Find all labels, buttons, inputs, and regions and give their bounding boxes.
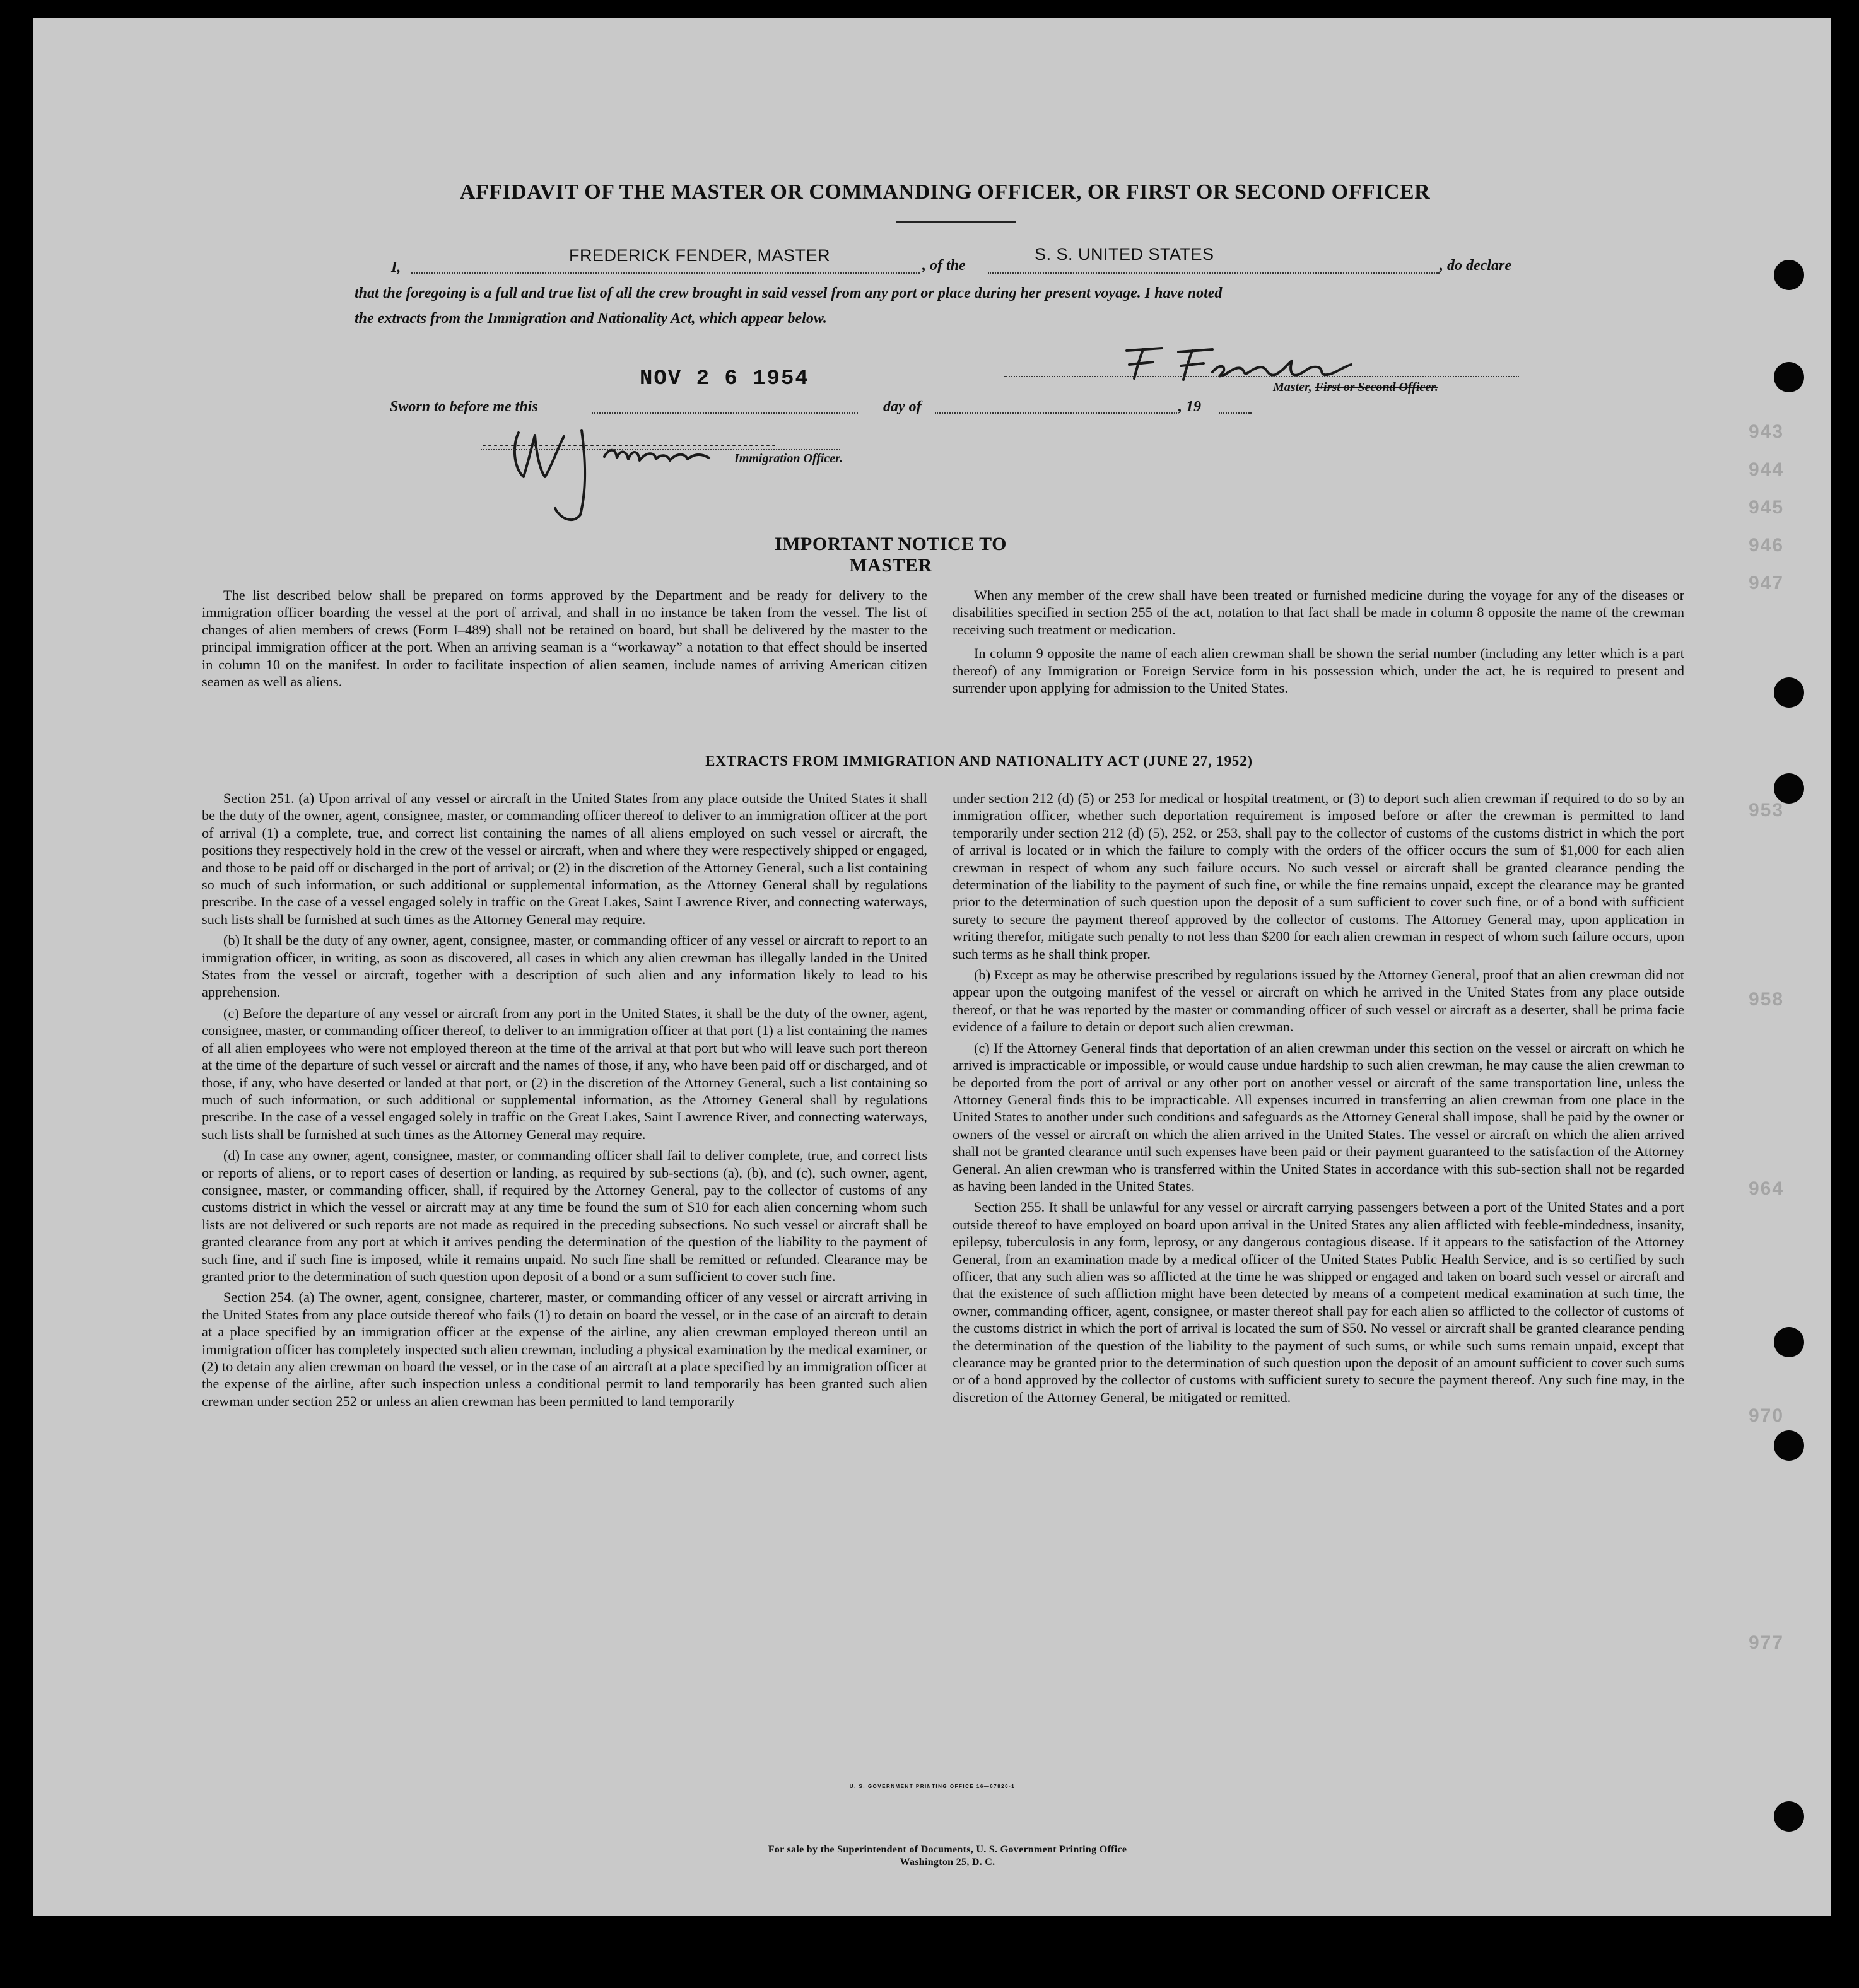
punch-hole [1774,362,1804,392]
punch-hole [1774,1327,1804,1357]
affidavit-title: AFFIDAVIT OF THE MASTER OR COMMANDING OFFICER, OR FIRST OR SECOND OFFICER [459,180,1431,204]
bleed-through-text: 947 [1749,573,1785,593]
of-the-label: , of the [922,257,966,274]
officer-signature [474,407,777,534]
extract-paragraph: Section 254. (a) The owner, agent, consignee, charterer, master, or commanding officer of any vessel or aircraft arriving in the United States from any place outside thereof who fails (1) to detain on board the vessel, or in the case of an aircraft to detain at a place specified by an immigration officer at the expense of the airline, any alien crewman employed thereon until an immigration officer has completely inspected such alien crewman, including a physical examination by the medical examiner, or (2) to detain any alien crewman on board the vessel, or in the case of an aircraft at a place specified by an immigration officer at the expense of the airline, after such inspection unless a conditional permit to land temporarily has been granted such alien crewman under section 252 or unless an alien crewman has been permitted to land temporarily [202,1289,927,1409]
bleed-through-text: 977 [1749,1632,1785,1653]
extract-paragraph: (c) If the Attorney General finds that deportation of an alien crewman under this section on the vessel or aircraft on which he arrived is impracticable or impossible, or would cause undue hardship to such alien crewman, he may cause the alien crewman to be deported from the port of arrival or any other port on another vessel or aircraft of the same transportation line, unless the Attorney General finds this to be impracticable. All expenses incurred in transferring an alien crewman from one place in the United States to another under such conditions and safeguards as the Attorney General shall impose, shall be paid by the owner or owners of the vessel or aircraft on which the alien arrived in the United States. The vessel or aircraft on which the alien arrived shall not be granted clearance until such expenses have been paid or their payment guaranteed to the satisfaction of the Attorney General. An alien crewman who is transferred within the United States in accordance with this sub-section shall not be regarded as having been landed in the United States. [953,1039,1684,1194]
punch-hole [1774,1430,1804,1461]
notice-right-paragraph-1: When any member of the crew shall have been treated or furnished medicine during the voyage for any of the diseases or disabilities specified in section 255 of the act, notation to that fact shall be made in column 8 opposite the name of the crewman receiving such treatment or medication. [953,587,1684,638]
sworn-year-line [1219,395,1252,414]
notice-title: IMPORTANT NOTICE TO MASTER [775,534,1007,576]
title-rule [896,221,1016,223]
master-name-value: FREDERICK FENDER, MASTER [569,246,831,265]
extract-paragraph: (b) It shall be the duty of any owner, agent, consignee, master, or commanding officer of any vessel or aircraft to report to an immigration officer, in writing, as soon as discovered, all cases in which any alien crewman has illegally landed in the United States from the vessel or aircraft, together with a description of such alien and any information likely to lead to his apprehension. [202,932,927,1000]
notice-right-paragraph-2: In column 9 opposite the name of each alien crewman shall be shown the serial number (including any letter which is a part thereof) of any Immigration or Foreign Service form in his possession which, under the act, he is required to present and surrender upon applying for admission to the United States. [953,645,1684,696]
year-label: , 19 [1178,399,1201,415]
affidavit-lead: I, [391,259,401,276]
sale-notice-line2: Washington 25, D. C. [900,1857,995,1868]
affidavit-statement-line2: the extracts from the Immigration and Nationality Act, which appear below. [355,310,827,327]
master-caption: Master, First or Second Officer. [1273,380,1438,394]
sworn-month-line [935,395,1177,414]
day-of-label: day of [883,399,922,415]
bleed-through-text: 945 [1749,497,1785,518]
sale-notice [664,1844,1231,1869]
bleed-through-text: 970 [1749,1405,1785,1426]
do-declare-label: , do declare [1440,257,1511,274]
vessel-name-value: S. S. UNITED STATES [1035,245,1214,264]
affidavit-statement-line1: that the foregoing is a full and true list of all the crew brought in said vessel from any port or place during her present voyage. I have noted [355,285,1223,301]
gpo-imprint: U. S. GOVERNMENT PRINTING OFFICE 16—67820-1 [849,1784,1016,1789]
extract-paragraph: (b) Except as may be otherwise prescribed by regulations issued by the Attorney General, proof that an alien crewman did not appear upon the outgoing manifest of the vessel or aircraft on which he arrived in the United States from any place outside thereof, or that he was reported by the master or commanding officer of such vessel or aircraft as a deserter, shall be prima facie evidence of a failure to detain or deport such alien crewman. [953,967,1684,1035]
immigration-officer-caption: Immigration Officer. [734,452,843,465]
notice-right-column [953,587,1684,700]
sale-notice-line1: For sale by the Superintendent of Documents, U. S. Government Printing Office [768,1844,1127,1855]
punch-hole [1774,260,1804,290]
officer-signature-line [481,448,840,450]
extracts-left-column [202,790,927,1413]
extract-paragraph: under section 212 (d) (5) or 253 for medical or hospital treatment, or (3) to deport such alien crewman if required to do so by an immigration officer, whether such deportation requirement is imposed before or after the crewman is permitted to land temporarily under section 212 (d) (5), 252, or 253, shall pay to the collector of customs of the customs district in which the port of arrival is located or in which the failure to comply with the orders of the officer occurs the sum of $1,000 for each alien crewman in respect of whom any such failure occurs. No such vessel or aircraft shall be granted clearance pending the determination of the liability to the payment of such fine, or while the fine remains unpaid, except the clearance may be granted prior to the determination of such question upon the deposit of a sum sufficient to cover such fine, or of a bond with sufficient surety to secure the payment thereof approved by the collector of customs. The Attorney General may, upon application in writing therefor, mitigate such penalty to not less than $200 for each alien crewman in respect of whom such failure occurs, upon such terms as he shall think proper. [953,790,1684,962]
bleed-through-text: 958 [1749,989,1785,1010]
bleed-through-text: 964 [1749,1178,1785,1199]
extracts-title: EXTRACTS FROM IMMIGRATION AND NATIONALITY ACT (JUNE 27, 1952) [705,753,1253,769]
punch-hole [1774,773,1804,804]
extract-paragraph: Section 251. (a) Upon arrival of any vessel or aircraft in the United States from any place outside the United States it shall be the duty of the owner, agent, consignee, master, or commanding officer thereof to deliver to an immigration officer at the port of arrival (1) a complete, true, and correct list containing the names of all aliens employed on such vessel or aircraft, the positions they respectively hold in the crew of the vessel or aircraft, when and where they were respectively shipped or engaged, and those to be paid off or discharged in the port of arrival; or (2) in the discretion of the Attorney General, such a list containing so much of such information, or such additional or supplemental information, as the Attorney General shall by regulations prescribe. In the case of a vessel engaged solely in traffic on the Great Lakes, Saint Lawrence River, and connecting waterways, such lists shall be furnished at such times as the Attorney General may require. [202,790,927,927]
document-page [33,18,1831,1916]
extract-paragraph: (c) Before the departure of any vessel or aircraft from any port in the United States, it shall be the duty of the owner, agent, consignee, master, or commanding officer thereof, to deliver to an immigration officer at that port (1) a list containing the names of all alien employees who were not employed thereon at the time of the arrival at that port but who will leave such port thereon at the time of the departure of such vessel or aircraft and the names of those, if any, who have been paid off or discharged, and of those, if any, who have deserted or landed at that port, or (2) in the discretion of the Attorney General, such a list containing so much of such information, or such additional or supplemental information, as the Attorney General shall by regulations prescribe. In the case of a vessel engaged solely in traffic on the Great Lakes, Saint Lawrence River, and connecting waterways, such lists shall be furnished at such times as the Attorney General may require. [202,1005,927,1142]
extract-paragraph: Section 255. It shall be unlawful for any vessel or aircraft carrying passengers between a port of the United States and a port outside thereof to have employed on board upon arrival in the United States any alien afflicted with feeble-mindedness, insanity, epilepsy, tuberculosis in any form, leprosy, or any dangerous contagious disease. If it appears to the satisfaction of the Attorney General, from an examination made by a medical officer of the United States Public Health Service, and is so certified by such officer, that any such alien was so afflicted at the time he was shipped or engaged and taken on board such vessel or aircraft and that the existence of such affliction might have been detected by means of a competent medical examination at such time, the owner, commanding officer, agent, consignee, or master thereof shall pay for each alien so afflicted to the collector of customs of the customs district in which the port of arrival is located the sum of $50. No vessel or aircraft shall be granted clearance pending the determination of the question of the liability to the payment of such sums, or while such sums remain unpaid, except that clearance may be granted prior to the determination of such question upon the deposit of an amount sufficient to cover such sums or of a bond approved by the collector of customs with sufficient surety to secure the payment thereof. Any such fine may, in the discretion of the Attorney General, be mitigated or remitted. [953,1199,1684,1405]
notice-left-paragraph: The list described below shall be prepared on forms approved by the Department and be ready for delivery to the immigration officer boarding the vessel at the port of arrival, and shall in no instance be taken from the vessel. The list of changes of alien members of crews (Form I–489) shall not be retained on board, but shall be delivered by the master to the principal immigration officer at the port. When an arriving seaman is a “workaway” a notation to that effect should be inserted in column 10 on the manifest. In order to facilitate inspection of alien seamen, include names of arriving American citizen seamen as well as aliens. [202,587,927,690]
bleed-through-text: 946 [1749,535,1785,556]
punch-hole [1774,677,1804,708]
bleed-through-text: 944 [1749,459,1785,480]
extracts-right-column [953,790,1684,1410]
bleed-through-text: 953 [1749,800,1785,821]
sworn-label: Sworn to before me this [390,399,538,415]
master-signature-line [1004,375,1519,377]
notice-left-column [202,587,927,694]
extract-paragraph: (d) In case any owner, agent, consignee, master, or commanding officer shall fail to deliver complete, true, and correct lists or reports of aliens, or to report cases of desertion or landing, as required by sub-sections (a), (b), and (c), such owner, agent, consignee, master, or commanding officer, shall, if required by the Attorney General, pay to the collector of customs of any customs district in which the vessel or aircraft may at any time be found the sum of $10 for each alien concerning whom such lists are not delivered or such reports are not made as required in the preceding subsections. No such vessel or aircraft shall be granted clearance from any port at which it arrives pending the determination of the question of the liability to the payment of such fine, and if such fine is imposed, while it remains unpaid. No such fine shall be remitted or refunded. Clearance may be granted prior to the determination of such question upon deposit of a bond or a sum sufficient to cover such fine. [202,1147,927,1284]
date-stamp: NOV 2 6 1954 [640,367,809,391]
bleed-through-text: 943 [1749,421,1785,442]
punch-hole [1774,1801,1804,1832]
